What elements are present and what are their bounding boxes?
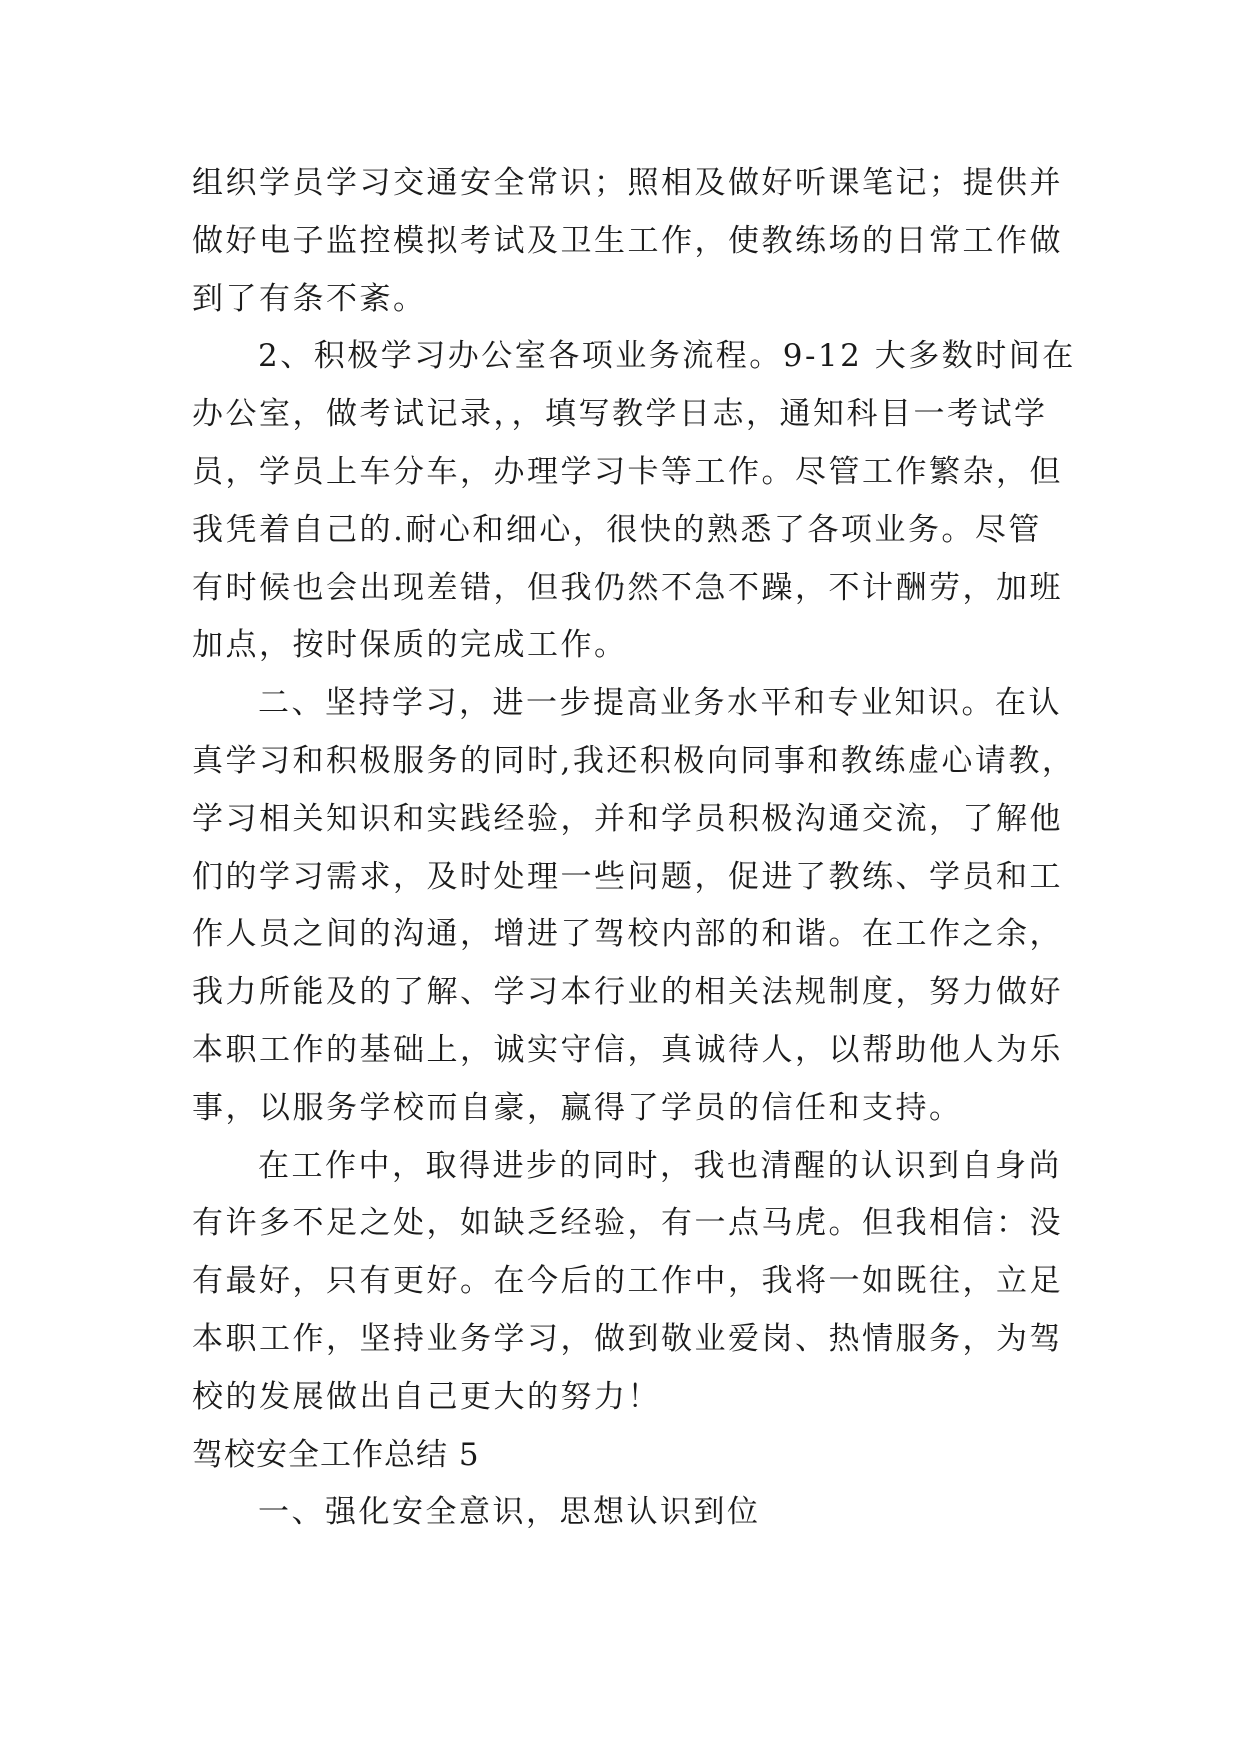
text-line: 学习相关知识和实践经验，并和学员积极沟通交流，了解他 [192, 800, 1063, 837]
text-line: 做好电子监控模拟考试及卫生工作，使教练场的日常工作做 [192, 222, 1063, 259]
text-line: 作人员之间的沟通，增进了驾校内部的和谐。在工作之余， [192, 916, 1063, 953]
paragraph-start-line: 在工作中，取得进步的同时，我也清醒的认识到自身尚 [258, 1147, 1062, 1184]
text-line: 组织学员学习交通安全常识；照相及做好听课笔记；提供并 [192, 165, 1063, 201]
text-line: 校的发展做出自己更大的努力！ [192, 1378, 661, 1415]
document-body [192, 155, 1076, 1542]
text-line: 真学习和积极服务的同时,我还积极向同事和教练虚心请教， [192, 742, 1076, 779]
text-line: 有许多不足之处，如缺乏经验，有一点马虎。但我相信：没 [192, 1205, 1063, 1242]
text-line: 本职工作，坚持业务学习，做到敬业爱岗、热情服务，为驾 [192, 1320, 1063, 1357]
text-line: 办公室，做考试记录，，填写教学日志，通知科目一考试学 [192, 396, 1048, 433]
section-heading: 驾校安全工作总结 5 [192, 1436, 480, 1473]
text-line: 有时候也会出现差错，但我仍然不急不躁，不计酬劳，加班 [192, 569, 1063, 606]
text-line: 本职工作的基础上，诚实守信，真诚待人，以帮助他人为乐 [192, 1031, 1063, 1068]
text-line: 有最好，只有更好。在今后的工作中，我将一如既往，立足 [192, 1263, 1063, 1300]
paragraph-start-line: 2、积极学习办公室各项业务流程。9-12 大多数时间在 [258, 338, 1076, 375]
paragraph-start-line: 二、坚持学习，进一步提高业务水平和专业知识。在认 [258, 685, 1062, 722]
subsection-heading: 一、强化安全意识，思想认识到位 [258, 1494, 761, 1531]
text-line: 事，以服务学校而自豪，赢得了学员的信任和支持。 [192, 1089, 963, 1126]
text-line: 员，学员上车分车，办理学习卡等工作。尽管工作繁杂，但 [192, 453, 1063, 490]
text-line: 我力所能及的了解、学习本行业的相关法规制度，努力做好 [192, 974, 1063, 1011]
text-line: 我凭着自己的.耐心和细心，很快的熟悉了各项业务。尽管 [192, 511, 1042, 548]
text-line: 加点，按时保质的完成工作。 [192, 627, 628, 664]
text-line: 到了有条不紊。 [192, 280, 427, 317]
text-line: 们的学习需求，及时处理一些问题，促进了教练、学员和工 [192, 858, 1063, 895]
